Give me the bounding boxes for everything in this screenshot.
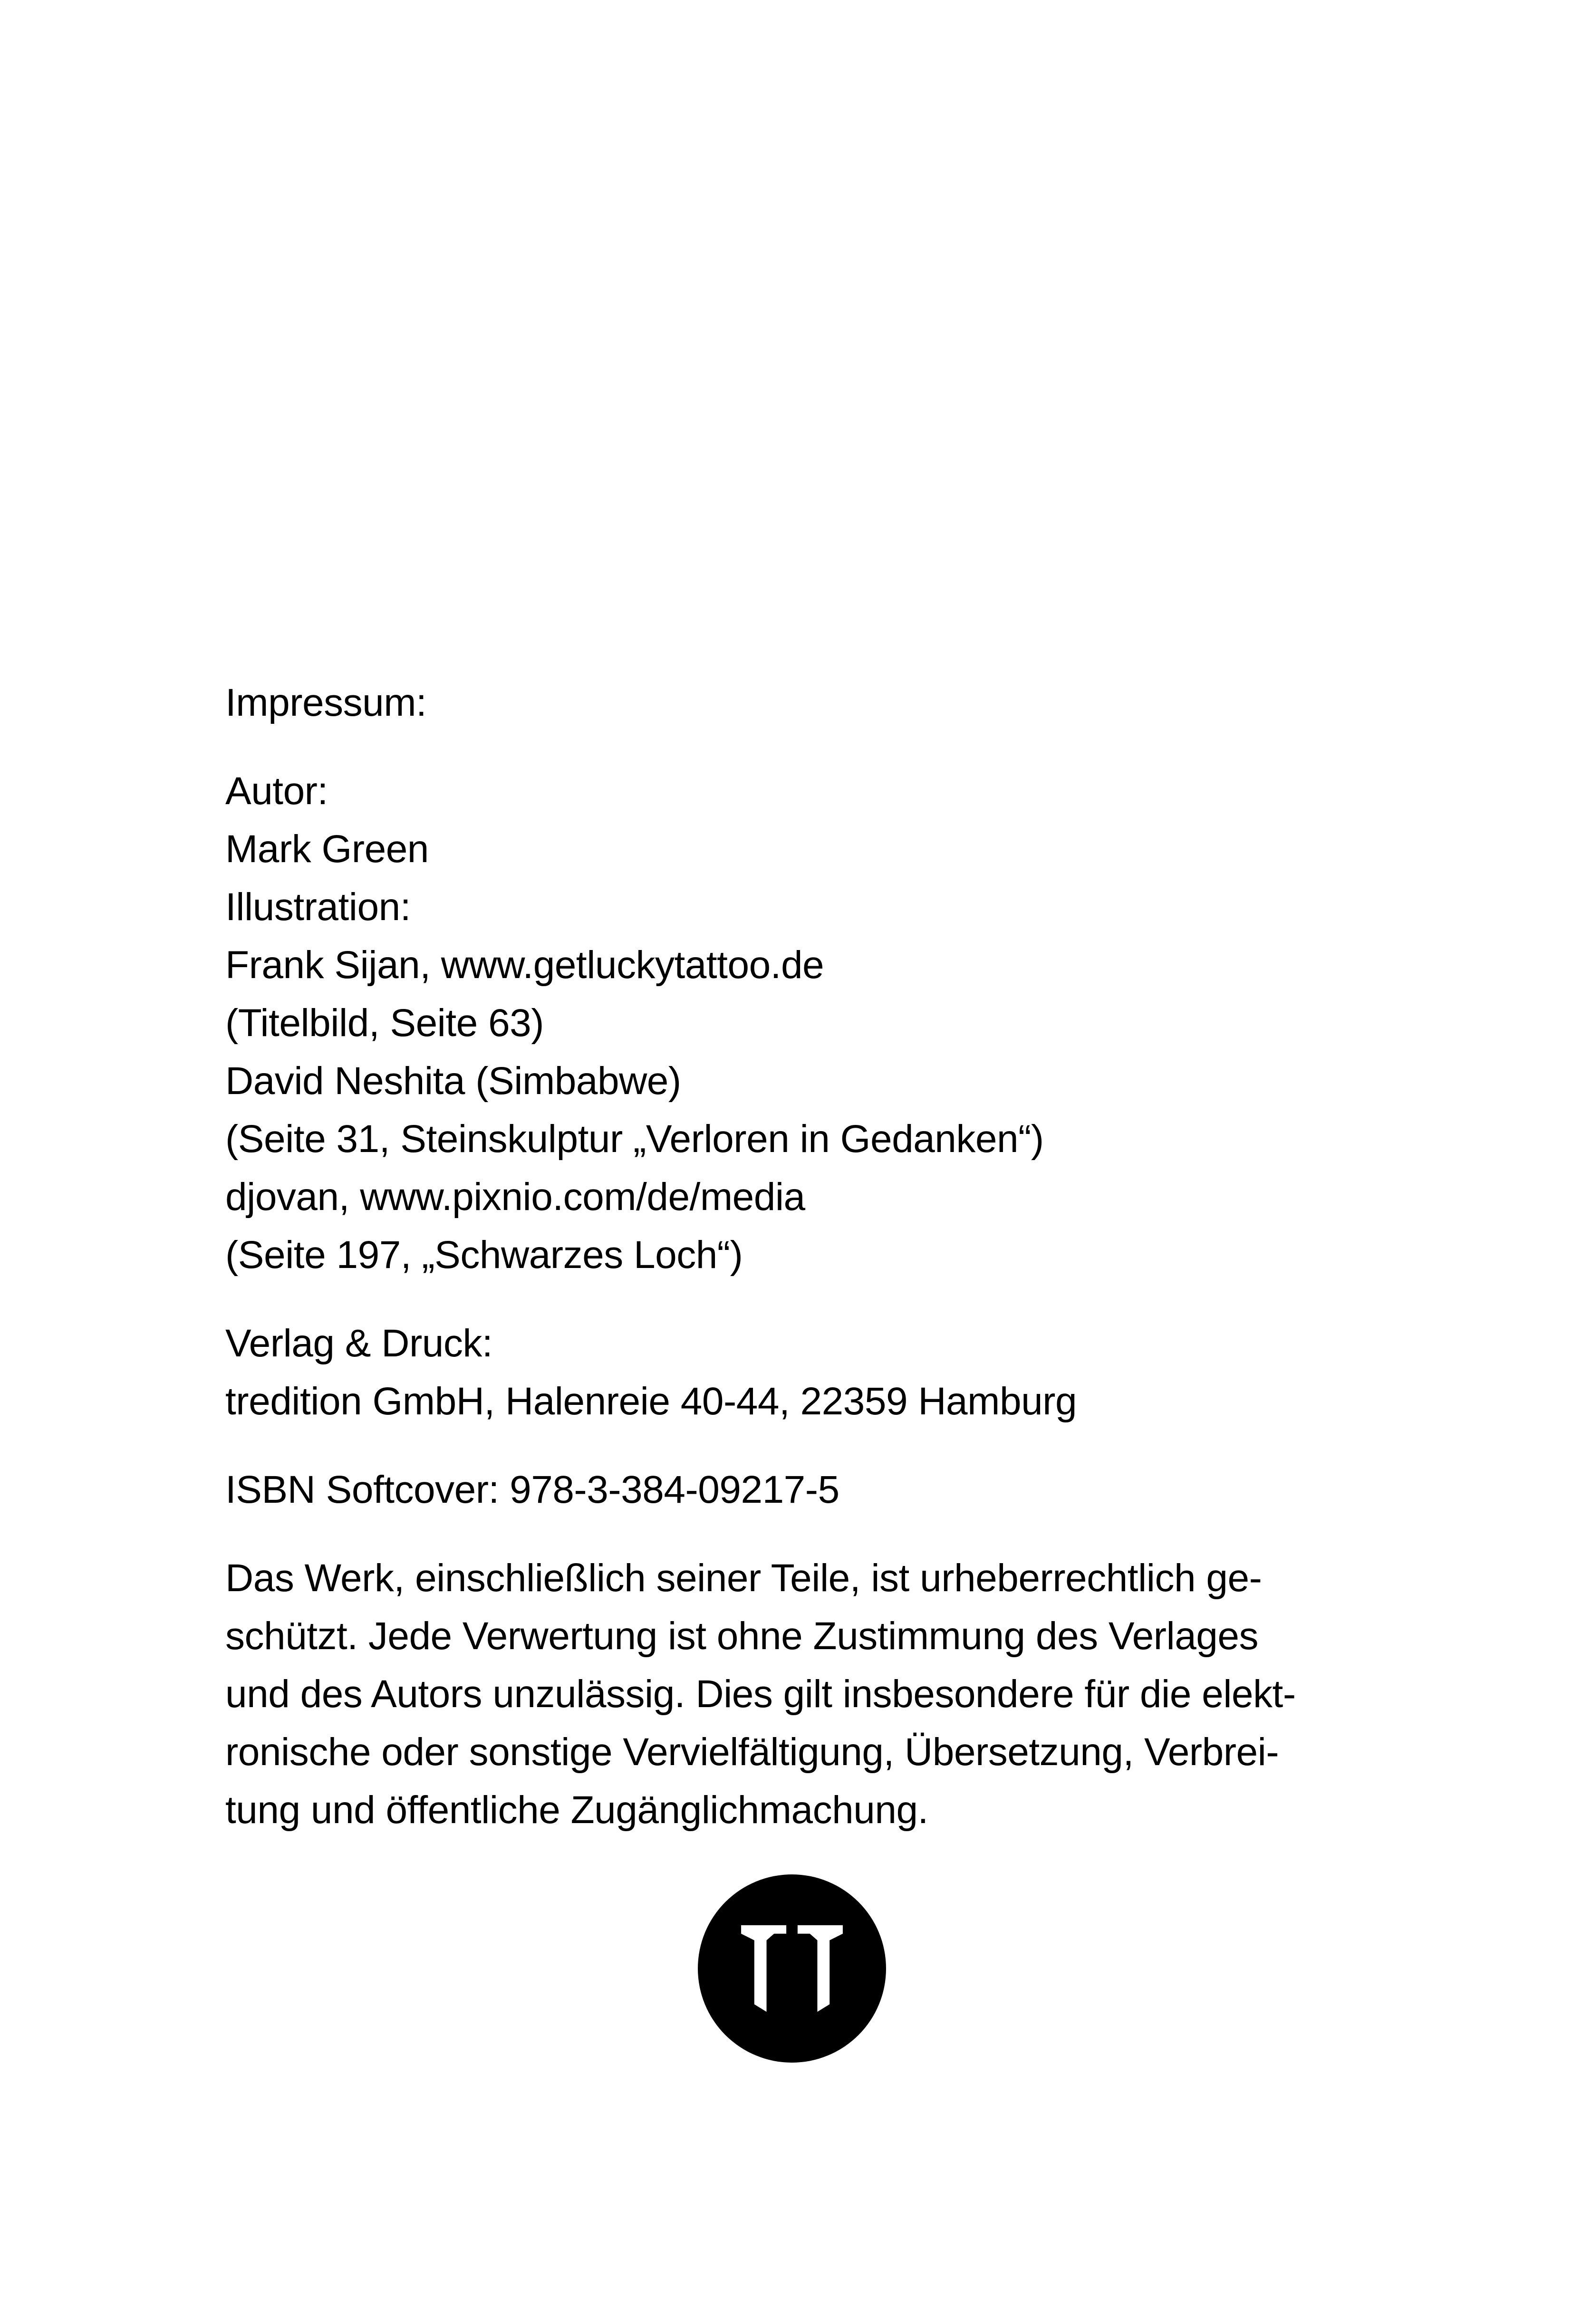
imprint-heading: Impressum: [225,681,427,724]
imprint-text [225,674,1376,1839]
illustration-line: David Neshita (Simbabwe) [225,1059,681,1103]
illustration-line: (Titelbild, Seite 63) [225,1001,544,1045]
copyright-line: tung und öffentliche Zugänglichmachung. [225,1788,928,1832]
illustration-line: Frank Sijan, www.getluckytattoo.de [225,943,824,987]
publisher-label: Verlag & Druck: [225,1322,493,1365]
copyright-line: Das Werk, einschließlich seiner Teile, ist urheberrechtlich ge- [225,1556,1262,1600]
copyright-line: und des Autors unzulässig. Dies gilt insbesondere für die elekt- [225,1672,1296,1716]
section-gap [225,732,1376,762]
isbn: ISBN Softcover: 978-3-384-09217-5 [225,1468,839,1511]
section-gap [225,1431,1376,1461]
copyright-line: ronische oder sonstige Vervielfältigung, Übersetzung, Verbrei- [225,1730,1279,1774]
illustration-line: djovan, www.pixnio.com/de/media [225,1175,805,1219]
publisher-address: tredition GmbH, Halenreie 40-44, 22359 Hamburg [225,1380,1077,1423]
illustration-label: Illustration: [225,885,411,929]
section-gap [225,1284,1376,1315]
section-gap [225,1519,1376,1549]
author-name: Mark Green [225,827,429,871]
illustration-line: (Seite 197, „Schwarzes Loch“) [225,1233,743,1277]
author-label: Autor: [225,769,328,813]
copyright-line: schützt. Jede Verwertung ist ohne Zustimmung des Verlages [225,1614,1259,1658]
tredition-logo-icon [698,1874,886,2063]
illustration-line: (Seite 31, Steinskulptur „Verloren in Gedanken“) [225,1117,1044,1161]
